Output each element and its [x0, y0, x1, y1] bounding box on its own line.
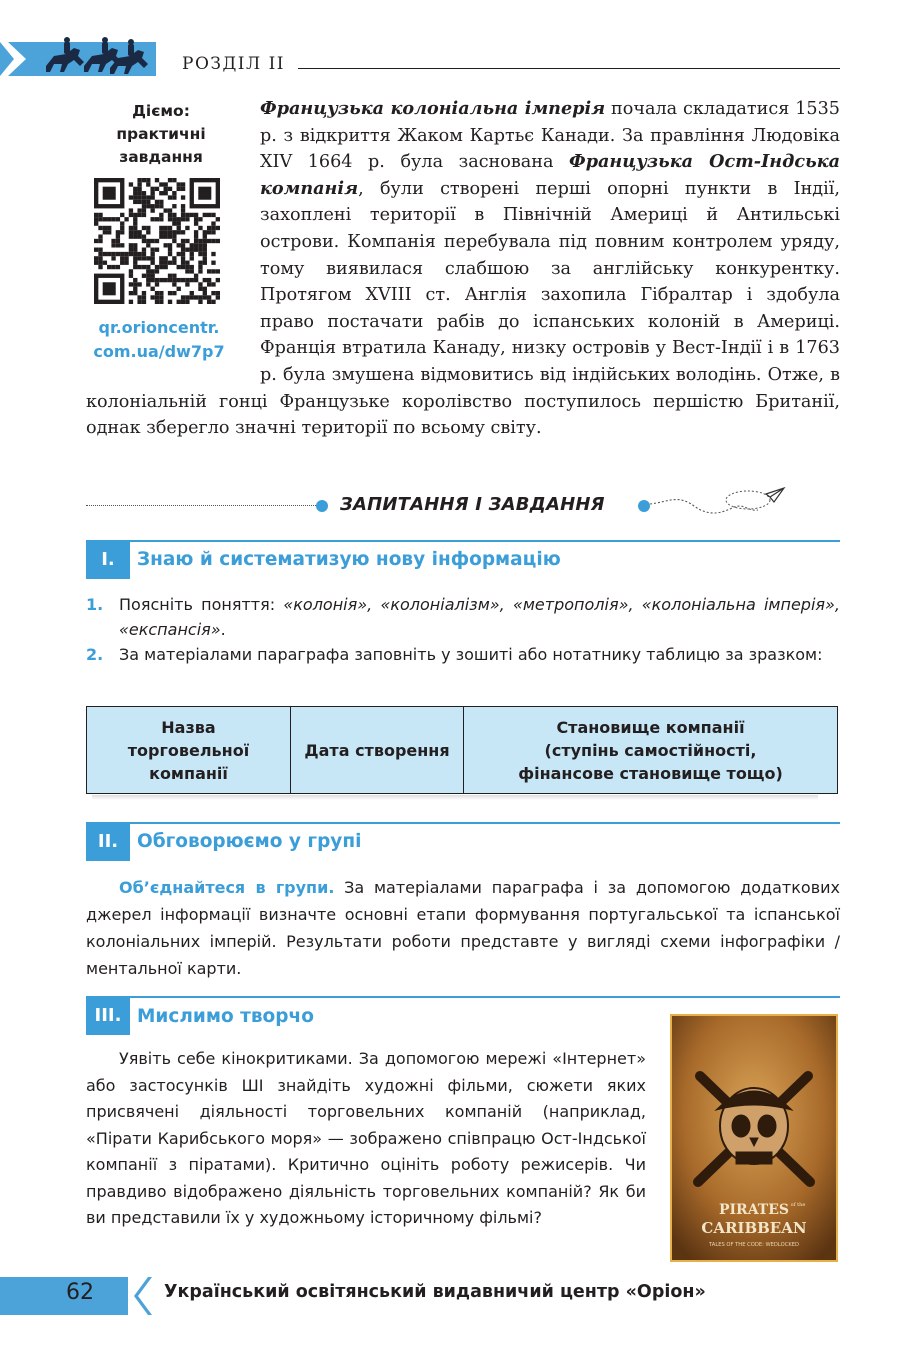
footer-chevron-icon — [126, 1277, 152, 1315]
list-item-number: 2. — [86, 645, 104, 664]
table-header-cell: Назва торговельної компанії — [87, 707, 291, 793]
header-rule — [298, 68, 840, 69]
term-french-company: Французька Ост-Індська компанія — [260, 151, 840, 199]
table-header-cell: Дата створення — [291, 707, 464, 793]
section-1-title: Знаю й систематизую нову інформацію — [137, 549, 561, 570]
term-french-empire: Французька колоніальна імперія — [260, 98, 606, 119]
list-item-number: 1. — [86, 595, 104, 614]
table-shadow — [92, 795, 818, 800]
questions-title: ЗАПИТАННЯ І ЗАВДАННЯ — [340, 494, 605, 515]
section-2-rule — [86, 822, 840, 824]
questions-dotted-line — [86, 505, 318, 506]
table-header-cell: Становище компанії (ступінь самостійності, фінансове становище тощо) — [518, 717, 783, 783]
header-chevron-icon — [0, 42, 30, 76]
list-item-terms: «колонія», «колоніалізм», «метрополія», «колоніальна імперія», «експансія» — [119, 595, 840, 639]
qr-link-line: qr.orioncentr. — [98, 318, 220, 337]
section-1-rule — [86, 540, 840, 542]
poster-title-line: CARIBBEAN — [701, 1219, 807, 1237]
sidebar-title-line: Діємо: — [132, 102, 190, 120]
section-2-lead: Об’єднайтеся в групи. — [119, 878, 335, 897]
horse-riders-icon — [44, 34, 148, 76]
section-2-number: II. — [86, 823, 130, 861]
poster-title-line: PIRATES — [718, 1202, 790, 1218]
section-2-text: За матеріалами параграфа і за допомогою додаткових джерел інформації визначте основні етапи формування португальської та іспанської колоніальних імперій. Результати роботи представте у вигляді схеми інфографіки / ментальної карти. — [86, 878, 840, 978]
sidebar-title-line: практичні — [116, 125, 206, 143]
section-2-title: Обговорюємо у групі — [137, 831, 362, 852]
footer-band — [0, 1277, 128, 1315]
list-item-text: . — [220, 620, 226, 639]
list-item — [86, 642, 840, 667]
section-2-paragraph — [86, 874, 840, 982]
page-number: 62 — [66, 1280, 94, 1305]
qr-link-line: com.ua/dw7p7 — [93, 342, 225, 361]
publisher-name: Український освітянський видавничий центр «Оріон» — [164, 1282, 706, 1302]
movie-poster-image — [670, 1014, 838, 1262]
list-item-text: Поясніть поняття: — [119, 595, 284, 614]
sample-table — [86, 706, 838, 794]
sidebar-title-line: завдання — [119, 148, 203, 166]
section-3-paragraph: Уявіть себе кінокритиками. За допомогою мережі «Інтернет» або застосунків ШІ знайдіть художні фільми, сюжети яких присвячені діяльності торговельних компаній (наприклад, «Пірати Карибського моря» — зображено співпрацю Ост-Індської компанії з піратами). Критично оцініть роботу режисерів. Чи правдиво відображено діяльність торговельних компаній? Як би ви представили їх у художньому історичному фільмі? — [86, 1049, 646, 1227]
main-text-1: почала складатися 1535 р. з відкриття Жаком Картьє Канади. За правління Людовіка XIV 1664 р. була заснована — [260, 99, 840, 173]
section-1-number: I. — [86, 541, 130, 579]
task-list — [86, 592, 840, 667]
questions-dot — [316, 500, 328, 512]
list-item — [86, 592, 840, 642]
section-label: РОЗДІЛ II — [182, 54, 286, 74]
section-3-rule — [86, 996, 840, 998]
list-item-text: За матеріалами параграфа заповніть у зошиті або нотатнику таблицю за зразком: — [119, 645, 823, 664]
poster-tagline: TALES OF THE CODE: WEDLOCKED — [709, 1242, 799, 1248]
poster-title-small: of the — [790, 1202, 806, 1208]
section-3-number: III. — [86, 997, 130, 1035]
main-text-2: , були створені перші опорні пункти в Індії, захоплені території в Північній Америці й Антильські острови. Компанія перебувала під повним контролем уряду, тому виявилася слабшою за англійську конкурентку. Протягом XVIII ст. Англія захопила Гібралтар і здобула право постачати рабів до іспанських колоній в Америці. Франція втратила Канаду, низку островів у Вест-Індії і в 1763 р. була змушена відмовитись від індійських володінь. Отже, в колоніальній гонці Французьке королівство поступилось першістю Британії, однак зберегло значні території по всьому світу. — [86, 178, 840, 439]
main-paragraph — [86, 96, 840, 442]
section-3-title: Мислимо творчо — [137, 1006, 314, 1027]
paper-plane-icon — [648, 484, 788, 520]
